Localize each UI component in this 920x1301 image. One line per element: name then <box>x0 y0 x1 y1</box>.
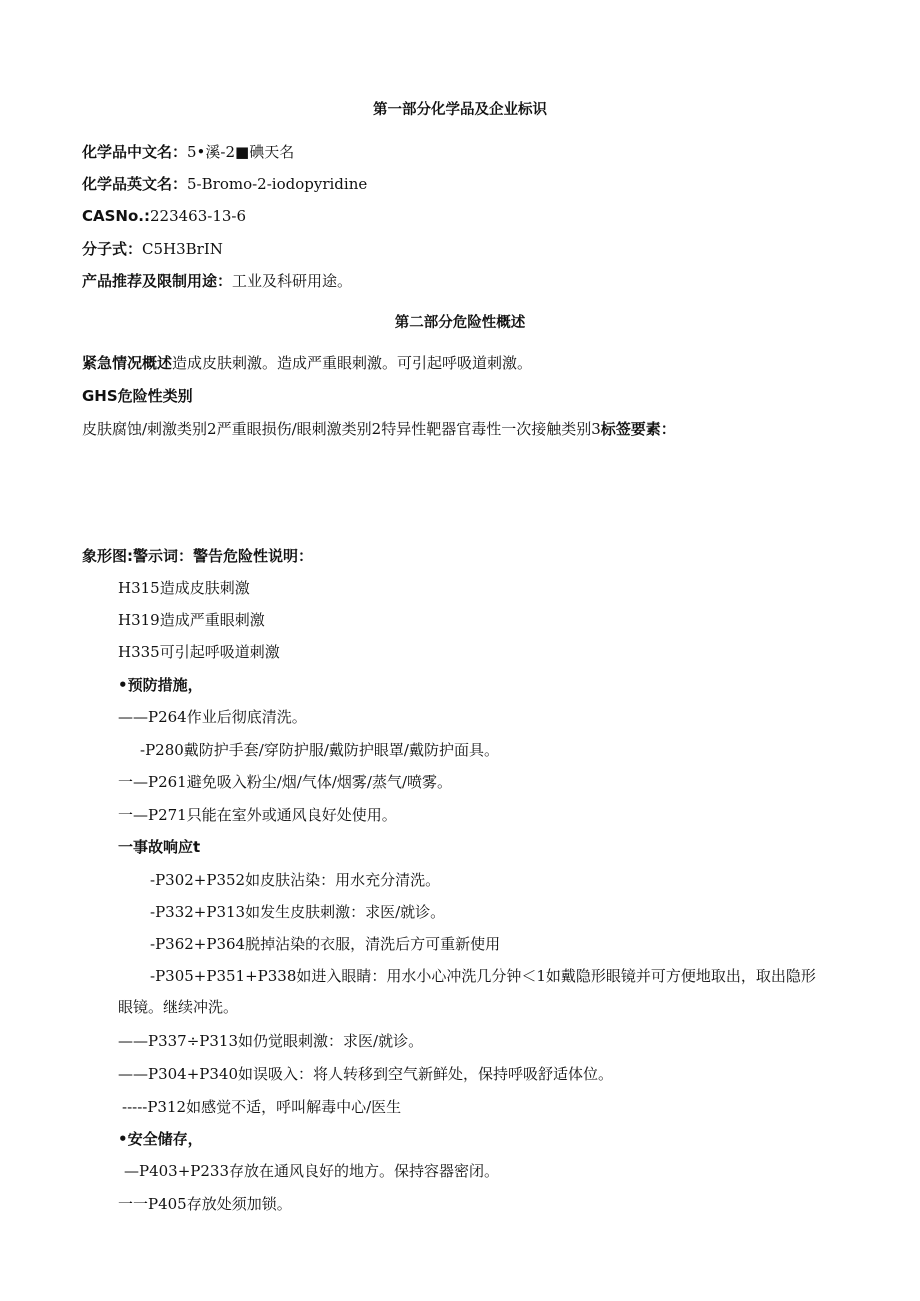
section1-title: 第一部分化学品及企业标识 <box>373 102 547 118</box>
response-p302: -P302+P352如皮肤沾染：用水充分清洗。 <box>150 871 441 889</box>
use-row <box>82 271 352 291</box>
emergency-row <box>82 353 532 373</box>
label-elements: 标签要素： <box>600 420 676 438</box>
hazard-h315: H315造成皮肤刺激 <box>118 579 250 597</box>
cas-label: CASNo.: <box>82 207 150 225</box>
response-p312: -----P312如感觉不适，呼叫解毒中心/医生 <box>122 1098 402 1116</box>
formula-value: C5H3BrIN <box>142 240 223 258</box>
section2-title: 第二部分危险性概述 <box>394 315 526 331</box>
cn-name-value: 5•溪-2■碘天名 <box>187 143 295 161</box>
storage-title: •安全储存， <box>118 1130 203 1148</box>
hazard-h319: H319造成严重眼刺激 <box>118 611 265 629</box>
response-p305: -P305+P351+P338如进入眼睛：用水小心冲洗几分钟＜1如戴隐形眼镜并可方便地取出，取出隐形 <box>150 967 816 985</box>
ghs-value: 皮肤腐蚀/刺激类别2严重眼损伤/眼刺激类别2特异性靶器官毒性一次接触类别3 <box>82 420 601 438</box>
prevention-p264: ——P264作业后彻底清洗。 <box>118 708 307 726</box>
prevention-p280: -P280戴防护手套/穿防护服/戴防护眼罩/戴防护面具。 <box>140 741 499 759</box>
ghs-label: GHS危险性类别 <box>82 387 193 405</box>
ghs-row <box>82 419 676 439</box>
en-name-label: 化学品英文名： <box>82 175 188 193</box>
en-name-row <box>82 174 367 194</box>
emergency-value: 造成皮肤刺激。造成严重眼刺激。可引起呼吸道刺激。 <box>172 354 533 372</box>
cas-value: 223463-13-6 <box>149 207 247 225</box>
prevention-p271: 一—P271只能在室外或通风良好处使用。 <box>118 806 397 824</box>
use-label: 产品推荐及限制用途： <box>82 272 233 290</box>
response-title: 一事故响应t <box>118 838 201 856</box>
prevention-p261: 一—P261避免吸入粉尘/烟/气体/烟雾/蒸气/喷雾。 <box>118 773 452 791</box>
en-name-value: 5-Bromo-2-iodopyridine <box>187 175 368 193</box>
emergency-label: 紧急情况概述 <box>82 354 173 372</box>
pictogram-line: 象形图:警示词：警告危险性说明： <box>82 547 314 565</box>
cn-name-row <box>82 142 294 162</box>
prevention-title: •预防措施， <box>118 676 203 694</box>
response-p337: ——P337÷P313如仍觉眼刺激：求医/就诊。 <box>118 1032 424 1050</box>
formula-row <box>82 239 223 259</box>
storage-p405: 一一P405存放处须加锁。 <box>118 1195 292 1213</box>
response-p332: -P332+P313如发生皮肤刺激：求医/就诊。 <box>150 903 446 921</box>
response-p362: -P362+P364脱掉沾染的衣服，清洗后方可重新使用 <box>150 935 501 953</box>
cas-row <box>82 206 246 226</box>
response-p304: ——P304+P340如误吸入：将人转移到空气新鲜处，保持呼吸舒适体位。 <box>118 1065 614 1083</box>
cn-name-label: 化学品中文名： <box>82 143 188 161</box>
hazard-h335: H335可引起呼吸道刺激 <box>118 643 280 661</box>
response-p305-cont: 眼镜。继续冲洗。 <box>118 998 239 1016</box>
formula-label: 分子式： <box>82 240 143 258</box>
use-value: 工业及科研用途。 <box>232 272 353 290</box>
storage-p403: —P403+P233存放在通风良好的地方。保持容器密闭。 <box>124 1162 500 1180</box>
